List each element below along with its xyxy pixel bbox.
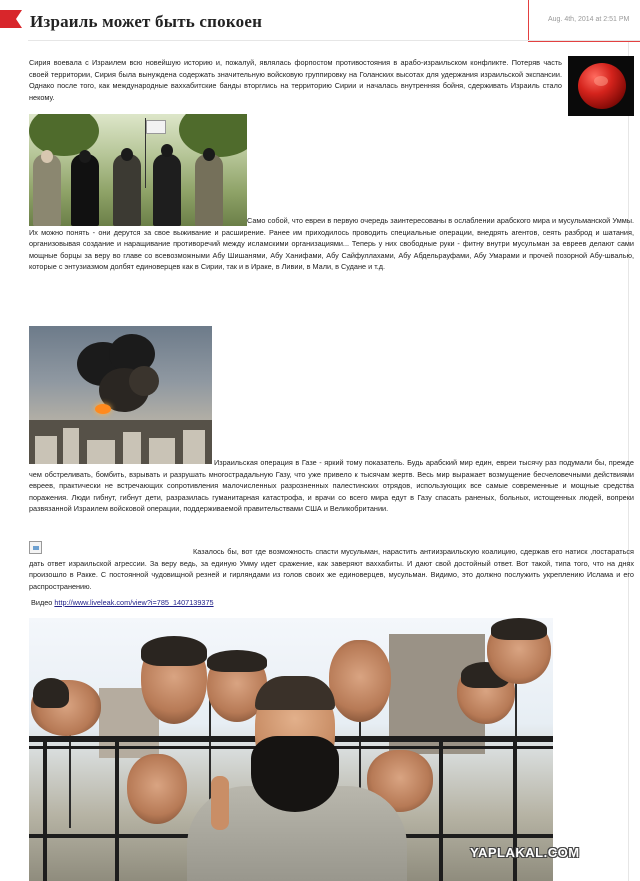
paragraph-raqqa: Казалось бы, вот где возможность спасти мусульман, нарастить антиизраильскую коалицию, сдержав его натиск ,постараться дать ответ израильской агрессии. За веру ведь, за единую Умму идет сражение, как заверяют ваххабиты. И дают свой достойный ответ. Вот такой, типа того, что на днях произошло в Ракке. С постоянной чудовищной резней и гирляндами из голов своих же единоверцев, мусульман. Видимо, это должно послужить укреплению Ислама и его распространению. bbox=[29, 547, 634, 591]
fence-post bbox=[439, 736, 443, 881]
red-flag-icon bbox=[0, 0, 22, 36]
raised-finger bbox=[211, 776, 229, 830]
fighter-head bbox=[121, 148, 133, 161]
gaza-explosion-photo[interactable] bbox=[29, 326, 212, 464]
post-title[interactable]: Израиль может быть спокоен bbox=[30, 12, 263, 31]
white-flag bbox=[146, 120, 166, 134]
head bbox=[127, 754, 187, 824]
red-planet-image[interactable] bbox=[568, 56, 634, 116]
title-divider bbox=[28, 40, 640, 41]
planet-sphere bbox=[578, 63, 626, 109]
fighter-head bbox=[161, 144, 173, 157]
head bbox=[329, 640, 391, 722]
hair bbox=[33, 678, 69, 708]
fighter-head bbox=[41, 150, 53, 163]
armed-fighters-photo[interactable] bbox=[29, 114, 247, 226]
video-link[interactable]: http://www.liveleak.com/view?i=785_1407139375 bbox=[54, 598, 214, 607]
hair bbox=[141, 636, 207, 666]
fence-post bbox=[43, 736, 47, 881]
man-beard bbox=[251, 736, 339, 812]
tree-shape bbox=[29, 114, 99, 156]
paragraph-jews-interest: Само собой, что евреи в первую очередь заинтересованы в ослаблении арабского мира и мусульманской Уммы. Их можно понять - они дерутся за свое выживание и расширение. Ранее им приходилось проводить специальные операции, внедрять агентов, сеять разброд и шатания, организовывая создание и наращивание противоречий между исламскими организациями... Теперь у них свободные руки - фитну внутри мусульман за евреев делают сами мощные борцы за веру во главе со всевозможными Абу Шишанями, Абу Ханифами, Абу Сайфуллахами, Абу Абдельрауфами, Абу Умарами и прочей позорной Абу-швалью, которые с энтузиазмом долбят единоверцев как в Сирии, так и в Ираке, в Ливии, в Мали, в Судане и т.д. bbox=[29, 216, 634, 272]
fence-post bbox=[115, 736, 119, 881]
post-date[interactable]: Aug. 4th, 2014 at 2:51 PM bbox=[548, 16, 630, 23]
paragraph-syria: Сирия воевала с Израилем всю новейшую историю и, пожалуй, являлась форпостом противостояния в арабо-израильском конфликте. Потеряв часть своей территории, Сирия была вынуждена содержать значительную войсковую группировку на Голанских высотах для удержания израильской экспансии. Однако после того, как международные ваххабитские банды вторглись на территорию Сирии и началась внутренняя бойня, сдерживать Израиль стало некому. bbox=[29, 58, 562, 102]
video-line bbox=[31, 598, 214, 607]
paragraph-gaza: Израильская операция в Газе - яркий тому показатель. Будь арабский мир един, евреи тысячу раз подумали бы, прежде чем обстреливать, бомбить, взрывать и разрушать многострадальную Газу, что уже привело к тысячам жертв. Весь мир выражает возмущение бесчеловечными действиями евреев, практически не встречающих сопротивления малочисленных разрозненных палестинских отрядов, использующих все самые современные и мощные средства поражения. Люди гибнут, гибнут дети, разразилась гуманитарная катастрофа, и врачи со всего мира едут в Газу спасать раненых, больных, истощенных людей, вопреки развязанной Израилем войсковой операции, поддерживаемой правительствами США и Великобритании. bbox=[29, 458, 634, 514]
hair bbox=[491, 618, 547, 640]
video-label: Видео bbox=[31, 598, 53, 607]
hair bbox=[207, 650, 267, 672]
fighter-head bbox=[79, 150, 91, 163]
planet-highlight bbox=[594, 76, 608, 86]
man-cap bbox=[255, 676, 335, 710]
smoke-cloud bbox=[129, 366, 159, 396]
fire-glow bbox=[95, 404, 111, 414]
site-watermark: YAPLAKAL.COM bbox=[470, 845, 580, 860]
raqqa-heads-photo[interactable] bbox=[29, 618, 553, 881]
fighter-head bbox=[203, 148, 215, 161]
